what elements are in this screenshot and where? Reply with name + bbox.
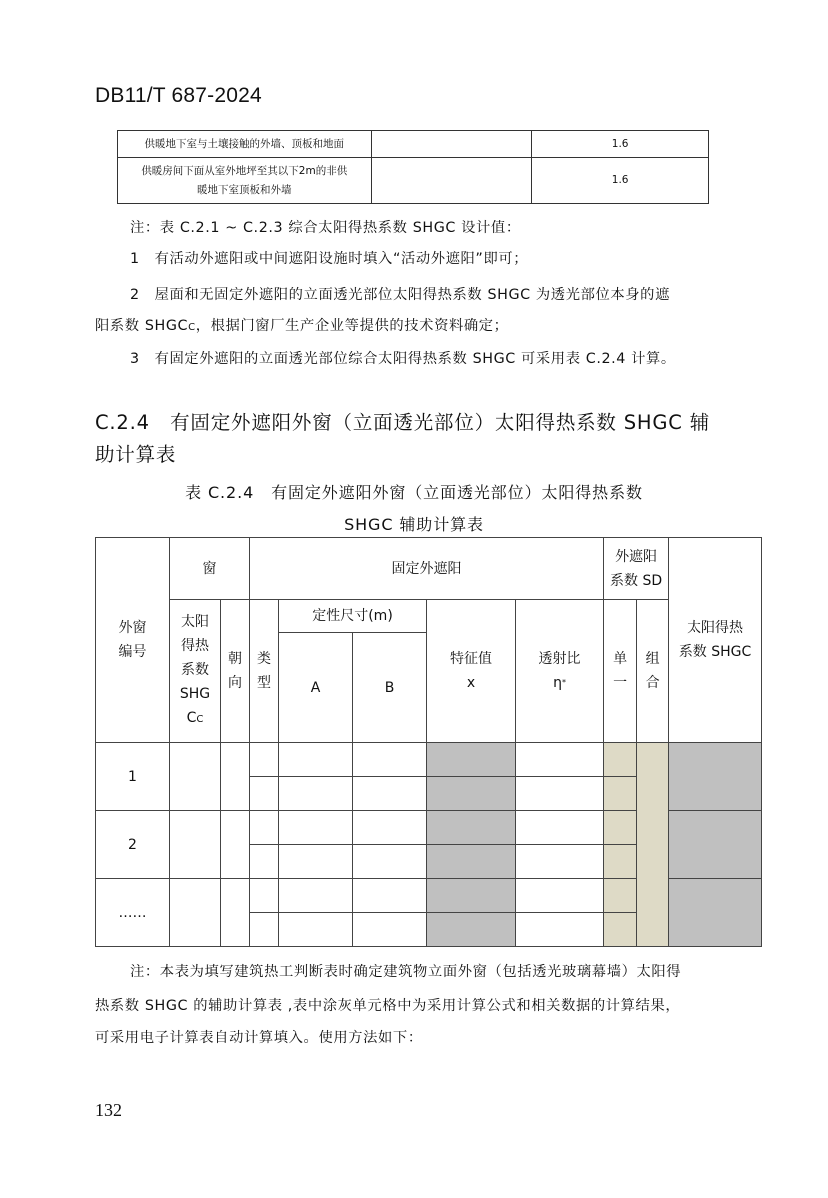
dim-b-cell (353, 845, 427, 879)
feature-value-cell (427, 845, 516, 879)
dim-a-cell (279, 777, 353, 811)
subscript: C (188, 322, 196, 333)
header-text: 组 (645, 651, 660, 667)
header-row (96, 538, 762, 600)
sd-single-cell (604, 913, 637, 947)
header-feature-value (427, 600, 516, 743)
sd-single-cell (604, 879, 637, 913)
type-cell (250, 811, 279, 845)
shgcc-cell (170, 879, 221, 947)
thermal-resistance-table (117, 130, 709, 204)
table-row (118, 158, 709, 204)
note-item-2-line-2 (95, 316, 509, 338)
note-item-1: 1 有活动外遮阳或中间遮阳设施时填入“活动外遮阳”即可； (130, 251, 529, 267)
type-cell (250, 743, 279, 777)
sd-single-cell (604, 811, 637, 845)
row-label-line: 供暖房间下面从室外地坪至其以下2m的非供 (141, 164, 348, 177)
note-text: ，根据门窗厂生产企业等提供的技术资料确定； (195, 318, 509, 334)
type-cell (250, 879, 279, 913)
transmittance-cell (516, 743, 604, 777)
sd-single-cell (604, 777, 637, 811)
header-text: 系数 (181, 662, 209, 678)
row-label: 供暖地下室与土壤接触的外墙、顶板和地面 (118, 131, 372, 158)
header-type (250, 600, 279, 743)
feature-value-cell (427, 879, 516, 913)
header-text: η (553, 675, 562, 691)
section-title-line-1: C.2.4 有固定外遮阳外窗（立面透光部位）太阳得热系数 SHGC 辅 (95, 411, 710, 434)
header-text: SHG (179, 686, 211, 702)
dim-a-cell (279, 743, 353, 777)
section-title-line-2: 助计算表 (95, 443, 177, 466)
window-id-cell: 1 (96, 743, 170, 811)
table-body (96, 743, 762, 947)
type-cell (250, 777, 279, 811)
header-text: x (466, 675, 476, 691)
header-dim-a: A (279, 633, 353, 743)
header-window-id (96, 538, 170, 743)
dim-b-cell (353, 879, 427, 913)
feature-value-cell (427, 913, 516, 947)
sd-single-cell (604, 845, 637, 879)
note-item-3: 3 有固定外遮阳的立面透光部位综合太阳得热系数 SHGC 可采用表 C.2.4 计算。 (130, 351, 676, 367)
header-text: 单 (613, 651, 628, 667)
bottom-note-line-3: 可采用电子计算表自动计算填入。使用方法如下： (95, 1030, 423, 1046)
transmittance-cell (516, 879, 604, 913)
table-row (96, 743, 762, 777)
header-window: 窗 (170, 538, 250, 600)
document-id: DB11/T 687-2024 (95, 84, 262, 107)
header-text: 编号 (118, 644, 147, 660)
header-shgcc (170, 600, 221, 743)
table-caption-line-2: SHGC 辅助计算表 (344, 515, 484, 534)
header-text: 透射比 (538, 651, 581, 667)
dim-b-cell (353, 777, 427, 811)
dim-a-cell (279, 879, 353, 913)
header-text (170, 706, 220, 732)
transmittance-cell (516, 845, 604, 879)
header-row (96, 600, 762, 633)
row-mid-cell (371, 131, 532, 158)
superscript: * (561, 678, 566, 687)
window-id-cell: 2 (96, 811, 170, 879)
header-combined (637, 600, 669, 743)
header-text: 太阳得热 (687, 620, 744, 636)
sd-single-cell (604, 743, 637, 777)
bottom-note-line-1: 注：本表为填写建筑热工判断表时确定建筑物立面外窗（包括透光玻璃幕墙）太阳得 (130, 964, 682, 980)
header-text: 朝 (228, 651, 242, 667)
dim-a-cell (279, 845, 353, 879)
dim-a-cell (279, 913, 353, 947)
shgc-result-cell (669, 879, 762, 947)
header-text: 类 (257, 651, 271, 667)
feature-value-cell (427, 811, 516, 845)
header-text: 合 (645, 675, 660, 691)
bottom-note-line-2: 热系数 SHGC 的辅助计算表 ,表中涂灰单元格中为采用计算公式和相关数据的计算结果， (95, 998, 681, 1014)
header-text: 一 (613, 675, 628, 691)
window-id-cell: …… (96, 879, 170, 947)
header-text: 特征值 (450, 651, 492, 667)
orientation-cell (221, 879, 250, 947)
dim-b-cell (353, 811, 427, 845)
transmittance-cell (516, 777, 604, 811)
row-mid-cell (371, 158, 532, 204)
row-value: 1.6 (532, 158, 709, 204)
row-label (118, 158, 372, 204)
header-text: 型 (257, 675, 271, 691)
row-value: 1.6 (532, 131, 709, 158)
subscript: C (196, 714, 204, 725)
header-text: 系数 SHGC (678, 644, 752, 660)
shgcc-cell (170, 811, 221, 879)
dim-b-cell (353, 913, 427, 947)
note-item-2-line-1: 2 屋面和无固定外遮阳的立面透光部位太阳得热系数 SHGC 为透光部位本身的遮 (130, 287, 670, 303)
feature-value-cell (427, 777, 516, 811)
transmittance-cell (516, 913, 604, 947)
header-text: 太阳 (181, 614, 209, 630)
header-sd (604, 538, 669, 600)
dim-a-cell (279, 811, 353, 845)
header-text: C (186, 710, 197, 726)
header-single (604, 600, 637, 743)
header-text: 系数 SD (610, 572, 663, 589)
shgc-calculation-table (95, 537, 762, 947)
table-row (118, 131, 709, 158)
row-label-line: 暖地下室顶板和外墙 (197, 183, 292, 196)
orientation-cell (221, 811, 250, 879)
header-dim-b: B (353, 633, 427, 743)
header-dimension: 定性尺寸(m) (279, 600, 427, 633)
header-transmittance (516, 600, 604, 743)
orientation-cell (221, 743, 250, 811)
type-cell (250, 913, 279, 947)
header-orientation (221, 600, 250, 743)
table-caption-line-1: 表 C.2.4 有固定外遮阳外窗（立面透光部位）太阳得热系数 (185, 483, 643, 502)
header-text: 得热 (181, 638, 209, 654)
transmittance-cell (516, 811, 604, 845)
note-intro: 注：表 C.2.1 ~ C.2.3 综合太阳得热系数 SHGC 设计值： (130, 220, 521, 236)
shgcc-cell (170, 743, 221, 811)
feature-value-cell (427, 743, 516, 777)
type-cell (250, 845, 279, 879)
header-text (516, 671, 603, 695)
header-text: 外遮阳 (615, 548, 658, 565)
header-shgc-total (669, 538, 762, 743)
header-text: 向 (228, 675, 242, 691)
shgc-result-cell (669, 743, 762, 811)
shgc-result-cell (669, 811, 762, 879)
header-text: 外窗 (118, 620, 147, 636)
header-fixed-shading: 固定外遮阳 (250, 538, 604, 600)
note-text: 阳系数 SHGC (95, 318, 189, 334)
page-number: 132 (95, 1100, 122, 1120)
sd-combined-cell (637, 743, 669, 947)
dim-b-cell (353, 743, 427, 777)
